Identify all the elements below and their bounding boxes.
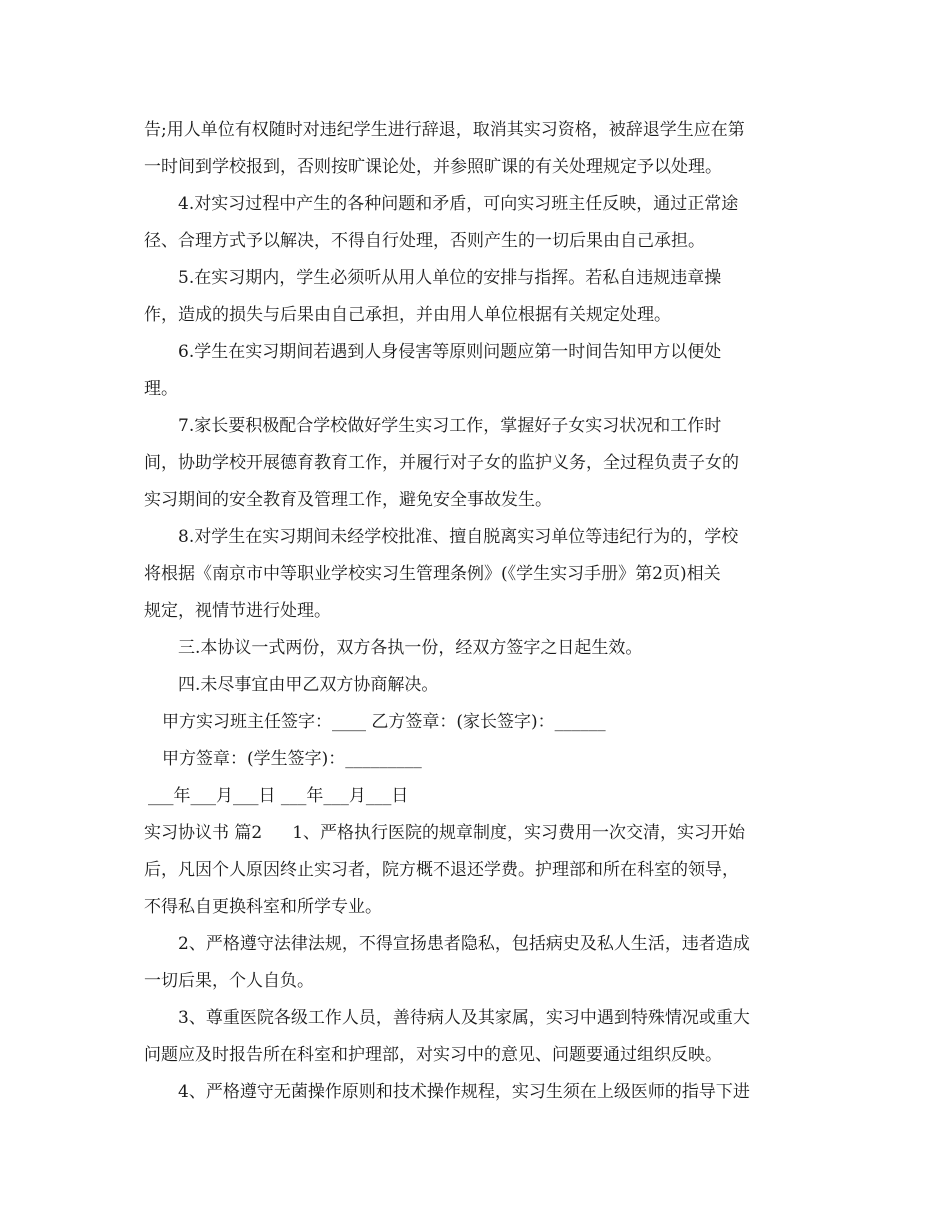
- rule-4-line: 4、严格遵守无菌操作原则和技术操作规程，实习生须在上级医师的指导下进: [178, 1082, 750, 1102]
- rule-3-line: 问题应及时报告所在科室和护理部，对实习中的意见、问题要通过组织反映。: [144, 1045, 722, 1065]
- signature-line-1: 甲方实习班主任签字：____ 乙方签章：(家长签字)：______: [162, 712, 606, 732]
- signature-line-2: 甲方签章：(学生签字)：_________: [162, 749, 422, 769]
- section2-first-line: [144, 815, 809, 852]
- rule-2-line: 一切后果，个人自负。: [144, 971, 314, 991]
- clause-6-line: 6.学生在实习期间若遇到人身侵害等原则问题应第一时间告知甲方以便处: [178, 342, 722, 362]
- section2-line: 后，凡因个人原因终止实习者，院方概不退还学费。护理部和所在科室的领导，: [144, 860, 739, 880]
- text-line: 一时间到学校报到，否则按旷课论处，并参照旷课的有关处理规定予以处理。: [144, 157, 722, 177]
- section-4-line: 四.未尽事宜由甲乙双方协商解决。: [178, 675, 439, 695]
- clause-4-line: 径、合理方式予以解决，不得自行处理，否则产生的一切后果由自己承担。: [144, 231, 705, 251]
- section-3-line: 三.本协议一式两份，双方各执一份，经双方签字之日起生效。: [178, 638, 643, 658]
- clause-5-line: 5.在实习期内，学生必须听从用人单位的安排与指挥。若私自违规违章操: [178, 268, 722, 288]
- clause-8-line: 规定，视情节进行处理。: [144, 601, 331, 621]
- clause-4-line: 4.对实习过程中产生的各种问题和矛盾，可向实习班主任反映，通过正常途: [178, 194, 739, 214]
- document-body: [144, 112, 809, 1111]
- rule-2-line: 2、严格遵守法律法规，不得宣扬患者隐私，包括病史及私人生活，违者造成: [178, 934, 750, 954]
- clause-7-line: 实习期间的安全教育及管理工作，避免安全事故发生。: [144, 490, 552, 510]
- clause-7-line: 7.家长要积极配合学校做好学生实习工作，掌握好子女实习状况和工作时: [178, 416, 722, 436]
- rule-3-line: 3、尊重医院各级工作人员，善待病人及其家属，实习中遇到特殊情况或重大: [178, 1008, 750, 1028]
- clause-7-line: 间，协助学校开展德育教育工作，并履行对子女的监护义务，全过程负责子女的: [144, 453, 739, 473]
- text-line: 告;用人单位有权随时对违纪学生进行辞退，取消其实习资格，被辞退学生应在第: [144, 120, 745, 140]
- clause-8-line: 将根据《南京市中等职业学校实习生管理条例》(《学生实习手册》第2页)相关: [144, 564, 721, 584]
- section2-line: 不得私自更换科室和所学专业。: [144, 897, 382, 917]
- section2-heading: 实习协议书 篇2: [144, 823, 263, 843]
- clause-8-line: 8.对学生在实习期间未经学校批准、擅自脱离实习单位等违纪行为的，学校: [178, 527, 739, 547]
- clause-6-line: 理。: [144, 379, 178, 399]
- clause-5-line: 作，造成的损失与后果由自己承担，并由用人单位根据有关规定处理。: [144, 305, 671, 325]
- date-line: ___年___月___日 ___年___月___日: [148, 786, 409, 806]
- section2-first-line-text: 1、严格执行医院的规章制度，实习费用一次交清，实习开始: [292, 823, 746, 843]
